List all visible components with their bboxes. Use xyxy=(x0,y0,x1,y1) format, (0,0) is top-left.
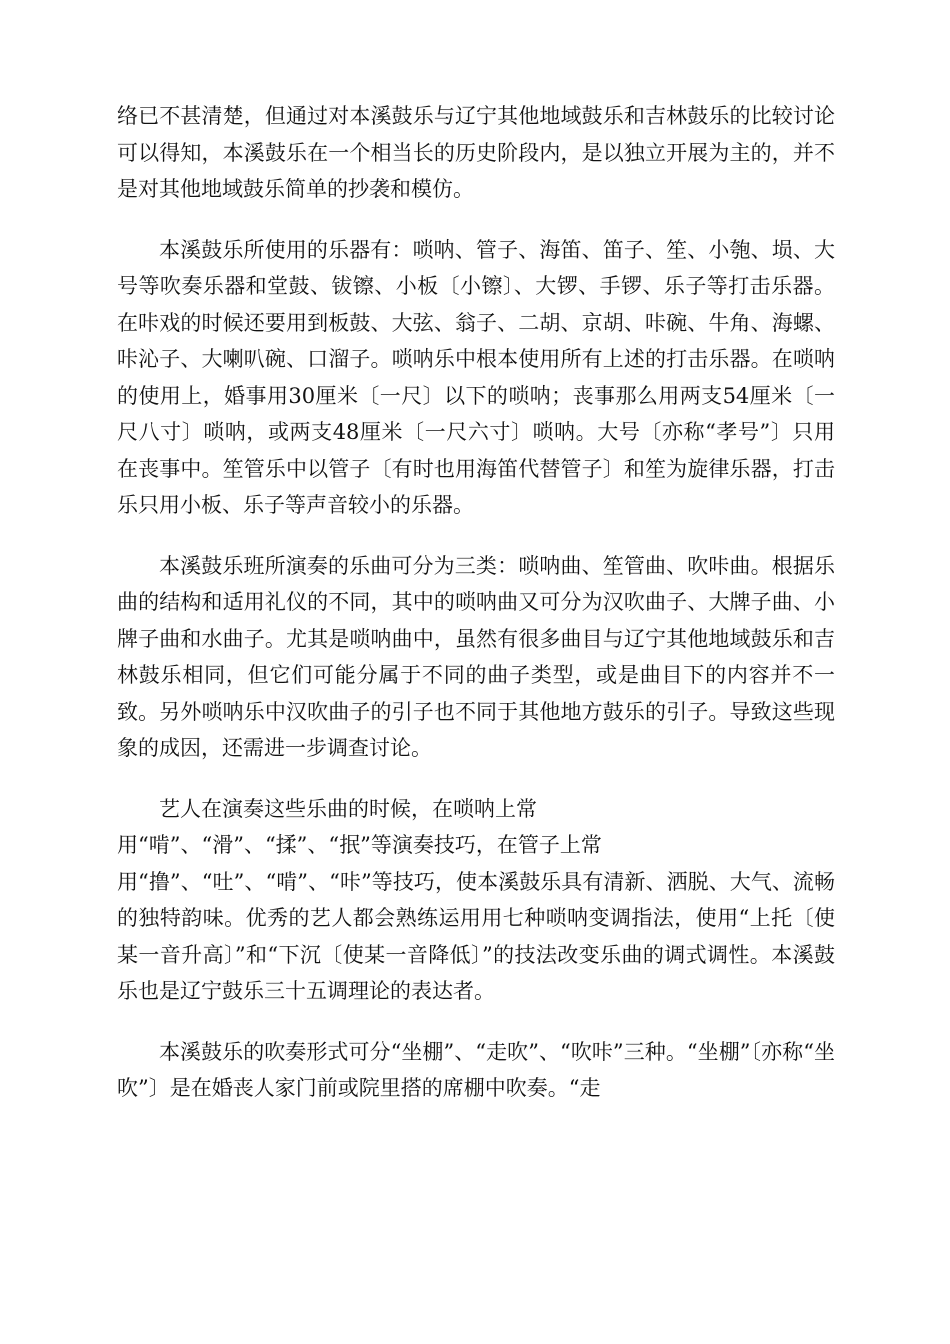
paragraph-repertoire: 本溪鼓乐班所演奏的乐曲可分为三类：唢呐曲、笙管曲、吹咔曲。根据乐曲的结构和适用礼仪的不同，其中的唢呐曲又可分为汉吹曲子、大牌子曲、小牌子曲和水曲子。尤其是唢呐曲中，虽然有很多曲目与辽宁其他地域鼓乐和吉林鼓乐相同，但它们可能分属于不同的曲子类型，或是曲目下的内容并不一致。另外唢呐乐中汉吹曲子的引子也不同于其他地方鼓乐的引子。导致这些现象的成因，还需进一步调查讨论。 xyxy=(117,553,835,760)
paragraph-techniques xyxy=(117,791,835,1010)
techniques-line-3: 用“撸”、“吐”、“啃”、“咔”等技巧，使本溪鼓乐具有清新、洒脱、大气、流畅的独特韵味。优秀的艺人都会熟练运用用七种唢呐变调指法，使用“上托〔使某一音升高〕”和“下沉〔使某一音降低〕”的技法改变乐曲的调式调性。本溪鼓乐也是辽宁鼓乐三十五调理论的表达者。 xyxy=(117,869,835,1003)
techniques-line-2: 用“啃”、“滑”、“揉”、“抿”等演奏技巧，在管子上常 xyxy=(117,833,602,857)
paragraph-performance-forms: 本溪鼓乐的吹奏形式可分“坐棚”、“走吹”、“吹咔”三种。“坐棚”〔亦称“坐吹”〕是在婚丧人家门前或院里搭的席棚中吹奏。“走 xyxy=(117,1039,835,1100)
techniques-line-1: 艺人在演奏这些乐曲的时候，在唢呐上常 xyxy=(159,796,537,821)
paragraph-continued: 络已不甚清楚，但通过对本溪鼓乐与辽宁其他地域鼓乐和吉林鼓乐的比较讨论可以得知，本溪鼓乐在一个相当长的历史阶段内，是以独立开展为主的，并不是对其他地域鼓乐简单的抄袭和模仿。 xyxy=(117,104,835,201)
document-body xyxy=(117,98,835,1131)
paragraph-instruments: 本溪鼓乐所使用的乐器有：唢呐、管子、海笛、笛子、笙、小匏、埙、大号等吹奏乐器和堂鼓、钹镲、小板〔小镲〕、大锣、手锣、乐子等打击乐器。在咔戏的时候还要用到板鼓、大弦、翁子、二胡、京胡、咔碗、牛角、海螺、咔沁子、大喇叭碗、口溜子。唢呐乐中根本使用所有上述的打击乐器。在唢呐的使用上，婚事用30厘米〔一尺〕以下的唢呐；丧事那么用两支54厘米〔一尺八寸〕唢呐，或两支48厘米〔一尺六寸〕唢呐。大号〔亦称“孝号”〕只用在丧事中。笙管乐中以管子〔有时也用海笛代替管子〕和笙为旋律乐器，打击乐只用小板、乐子等声音较小的乐器。 xyxy=(117,237,835,517)
